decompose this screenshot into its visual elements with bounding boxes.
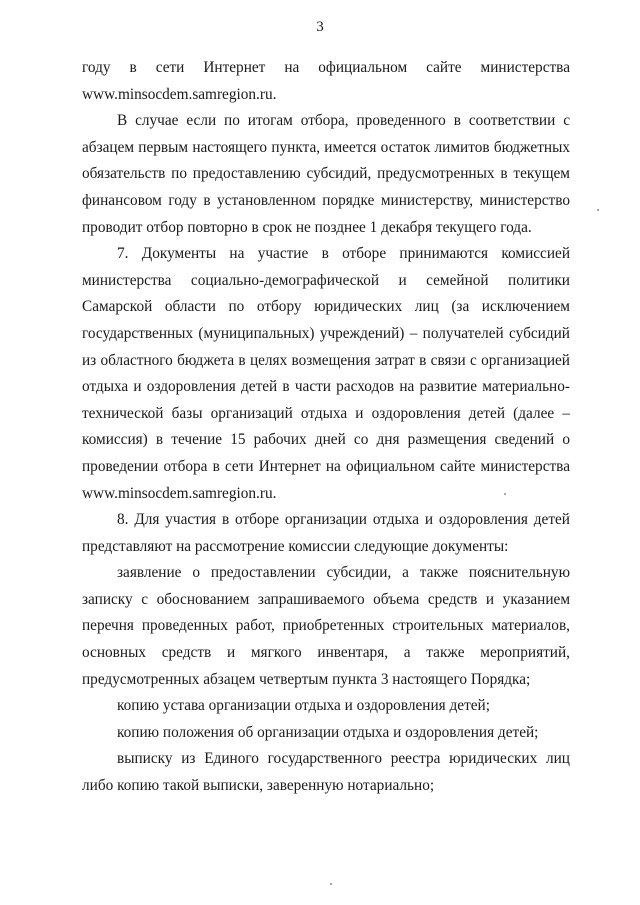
paragraph-first-line: 8. Для участия в отборе организации отдыха и оздоровления детей [117, 511, 570, 529]
text-line: перечня проведенных работ, приобретенных строительных материалов, [82, 617, 570, 635]
text-line: финансовом году в установленном порядке министерству, министерство [82, 191, 570, 209]
text-line: отдыха и оздоровления детей в части расходов на развитие материально- [82, 378, 570, 396]
scan-speck [597, 209, 599, 211]
text-line: Самарской области по отбору юридических лиц (за исключением [82, 298, 570, 316]
text-line: технической базы организаций отдыха и оздоровления детей (далее – [82, 404, 570, 422]
scan-speck [330, 883, 332, 885]
text-line: предусмотренных абзацем четвертым пункта 3 настоящего Порядка; [82, 670, 531, 688]
paragraph-first-line: копию устава организации отдыха и оздоровления детей; [117, 697, 490, 715]
paragraph-first-line: В случае если по итогам отбора, проведенного в соответствии с [117, 112, 570, 130]
text-line: проводит отбор повторно в срок не позднее 1 декабря текущего года. [82, 218, 532, 236]
paragraph-first-line: заявление о предоставлении субсидии, а также пояснительную [117, 564, 570, 582]
paragraph-first-line: копию положения об организации отдыха и оздоровления детей; [117, 723, 539, 741]
text-line: www.minsocdem.samregion.ru. [82, 484, 277, 502]
text-line: записку с обоснованием запрашиваемого объема средств и указанием [82, 590, 570, 608]
text-line: обязательств по предоставлению субсидий, предусмотренных в текущем [82, 165, 570, 183]
text-line: абзацем первым настоящего пункта, имеется остаток лимитов бюджетных [82, 138, 570, 156]
paragraph-first-line: выписку из Единого государственного реестра юридических лиц [117, 750, 570, 768]
text-line: государственных (муниципальных) учреждений) – получателей субсидий [82, 324, 570, 342]
text-line: из областного бюджета в целях возмещения затрат в связи с организацией [82, 351, 570, 369]
text-line: основных средств и мягкого инвентаря, а также мероприятий, [82, 644, 570, 662]
text-line: министерства социально-демографической и семейной политики [82, 271, 570, 289]
scan-speck [504, 493, 506, 495]
text-line: представляют на рассмотрение комиссии следующие документы: [82, 537, 509, 555]
page-number: 3 [316, 19, 324, 35]
text-line: www.minsocdem.samregion.ru. [82, 85, 277, 103]
text-line: комиссия) в течение 15 рабочих дней со дня размещения сведений о [82, 431, 570, 449]
text-line: году в сети Интернет на официальном сайте министерства [82, 59, 570, 76]
text-line: проведении отбора в сети Интернет на официальном сайте министерства [82, 457, 570, 475]
paragraph-first-line: 7. Документы на участие в отборе принимаются комиссией [117, 245, 570, 263]
text-line: либо копию такой выписки, заверенную нотариально; [82, 777, 435, 795]
document-body [82, 55, 570, 800]
